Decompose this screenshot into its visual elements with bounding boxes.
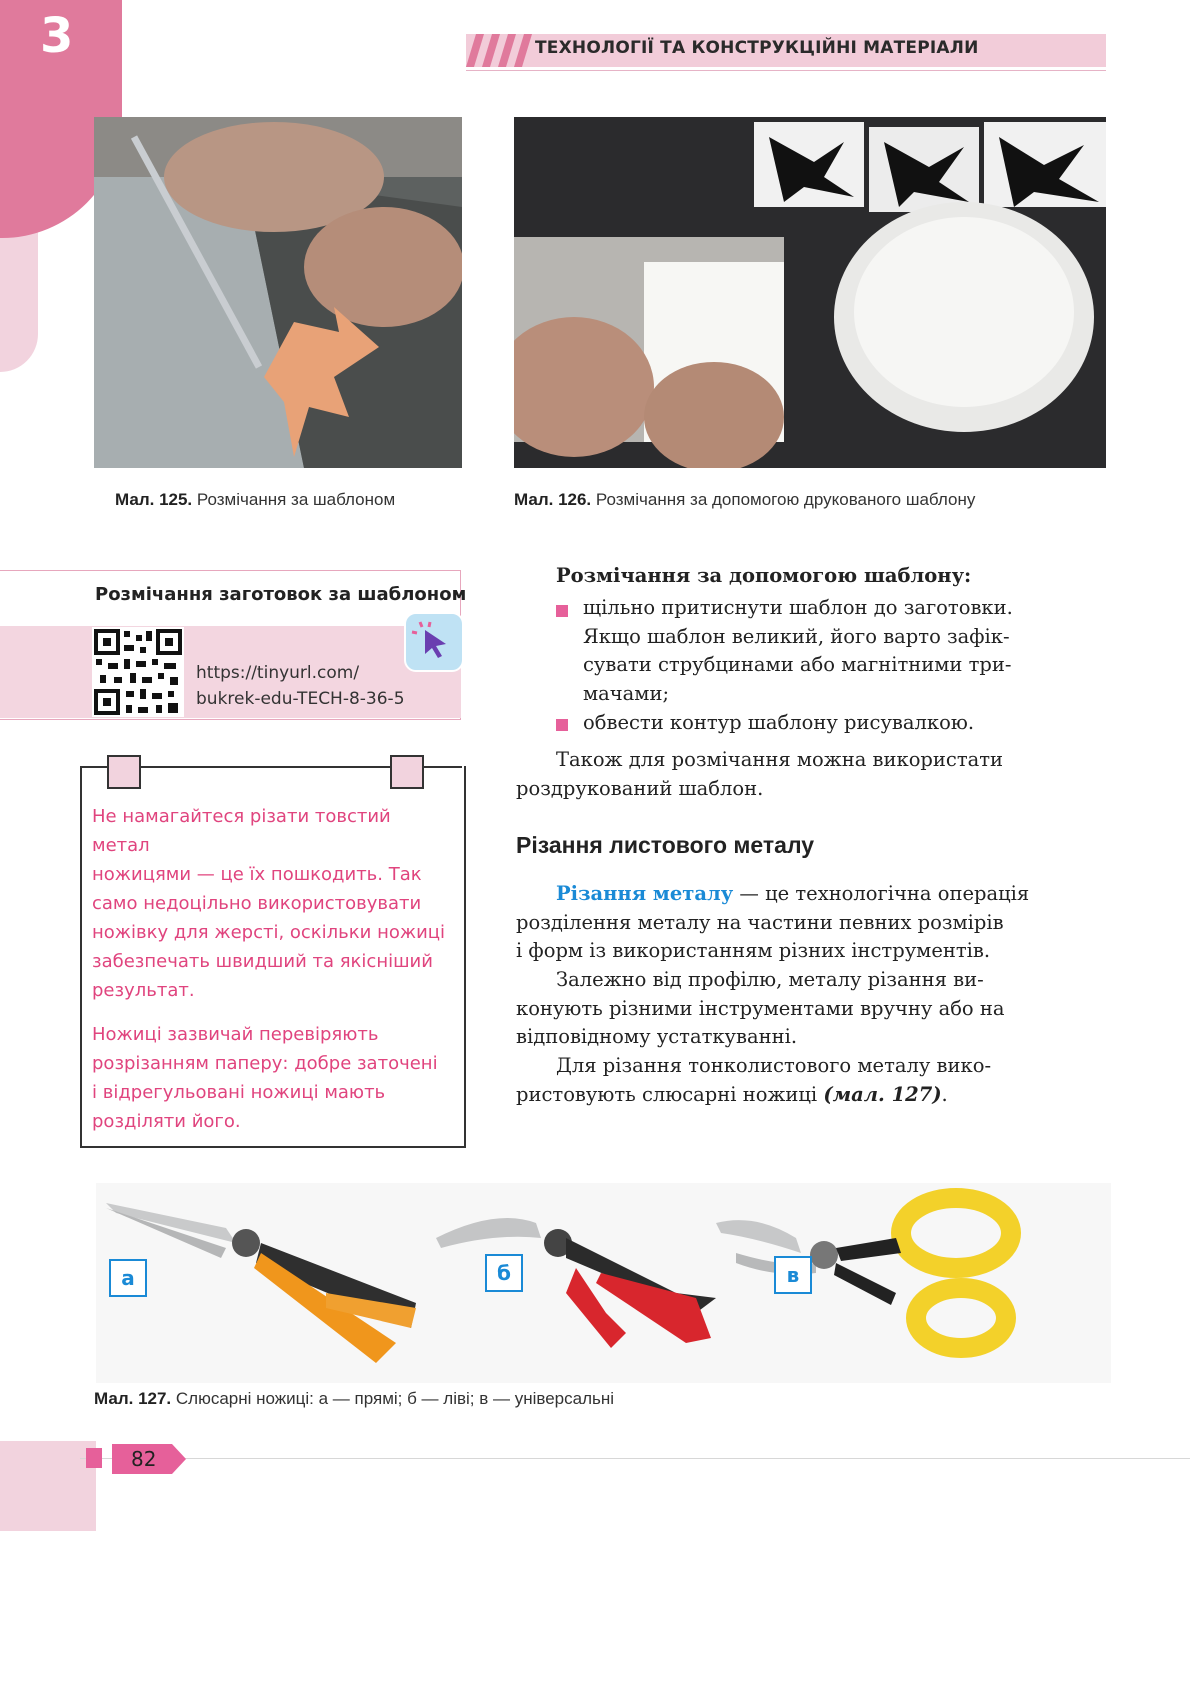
note-line: ножицями — це їх пошкодить. Так	[92, 864, 422, 885]
figure-127-letter-v: в	[774, 1256, 812, 1294]
bullet-item-1	[583, 594, 1103, 708]
paragraph-line: Також для розмічання можна використати	[556, 748, 1004, 771]
resource-link[interactable]	[196, 660, 405, 712]
note-line: розділяти його.	[92, 1111, 241, 1132]
list-heading: Розмічання за допомогою шаблону:	[556, 564, 972, 587]
paragraph-text: .	[941, 1082, 948, 1106]
note-line: результат.	[92, 980, 195, 1001]
paragraph-line: роздрукований шаблон.	[516, 776, 764, 800]
note-line: Не намагайтеся різати товстий метал	[92, 806, 391, 856]
figure-127-caption-text: Слюсарні ножиці: а — прямі; б — ліві; в — універсальні	[175, 1389, 615, 1408]
header-divider	[466, 70, 1106, 71]
definition-line: розділення металу на частини певних розмірів	[516, 910, 1004, 934]
figure-127-label: Мал. 127.	[94, 1389, 172, 1408]
paragraph-line: Залежно від профілю, металу різання ви-	[556, 968, 984, 991]
header-title: ТЕХНОЛОГІЇ ТА КОНСТРУКЦІЙНІ МАТЕРІАЛИ	[535, 38, 979, 58]
bullet-item-line: Якщо шаблон великий, його варто зафік-	[583, 624, 1010, 648]
paragraph-text: ристовують слюсарні ножиці	[516, 1082, 824, 1106]
note-line: забезпечать швидший та якісніший	[92, 951, 433, 972]
note-line: само недоцільно використовувати	[92, 893, 422, 914]
paragraph-line: відповідному устаткуванні.	[516, 1025, 798, 1048]
note-paragraph-1	[92, 802, 452, 1005]
footer-marker-icon	[86, 1448, 102, 1468]
resource-link-line1: https://tinyurl.com/	[196, 663, 360, 683]
section-title: Різання листового металу	[516, 832, 815, 858]
bullet-marker-icon	[556, 605, 568, 617]
page-number: 82	[131, 1447, 157, 1471]
note-line: і відрегульовані ножиці мають	[92, 1082, 386, 1103]
paragraph-line	[516, 1081, 1106, 1110]
bullet-item-line: щільно притиснути шаблон до заготовки.	[583, 596, 1013, 619]
definition-line-rest: — це технологічна операція	[733, 882, 1030, 905]
footer-divider	[80, 1458, 1190, 1459]
footer-corner-band	[0, 1441, 96, 1531]
bullet-marker-icon	[556, 719, 568, 731]
figure-126-label: Мал. 126.	[514, 490, 592, 509]
figure-125-photo	[94, 117, 462, 468]
paragraph-line: конують різними інструментами вручну або на	[516, 996, 1005, 1020]
definition-paragraph	[516, 880, 1106, 966]
header-stripes-decoration	[466, 34, 542, 67]
bullet-item-2: обвести контур шаблону рисувалкою.	[583, 711, 975, 734]
bullet-item-line: мачами;	[583, 681, 670, 705]
note-line: розрізанням паперу: добре заточені	[92, 1053, 438, 1074]
figure-127-letter-a: а	[109, 1259, 147, 1297]
note-paragraph-2	[92, 1020, 452, 1136]
figure-125-label: Мал. 125.	[115, 490, 193, 509]
bullet-item-line: сувати струбцинами або магнітними три-	[583, 653, 1012, 676]
figure-126-caption-text: Розмічання за допомогою друкованого шаблону	[595, 490, 976, 509]
resource-title: Розмічання заготовок за шаблоном	[95, 584, 467, 605]
resource-link-line2: bukrek-edu-TECH-8-36-5	[196, 689, 405, 709]
paragraph-profile	[516, 966, 1106, 1052]
definition-line-1	[516, 880, 1106, 909]
figure-125-caption	[115, 490, 395, 510]
term-highlight: Різання металу	[556, 882, 734, 905]
figure-125-caption-text: Розмічання за шаблоном	[196, 490, 396, 509]
figure-126-caption	[514, 490, 975, 510]
paragraph-line: Для різання тонколистового металу вико-	[556, 1054, 992, 1077]
paragraph-also	[516, 746, 1106, 803]
figure-127-photo	[96, 1183, 1111, 1383]
qr-code[interactable]	[92, 627, 184, 717]
figure-127-caption	[94, 1389, 614, 1409]
note-line: Ножиці зазвичай перевіряють	[92, 1024, 379, 1045]
note-pin-left-icon	[107, 755, 141, 789]
chapter-number: 3	[40, 8, 74, 64]
definition-line: і форм із використанням різних інструментів.	[516, 939, 991, 962]
note-line: ножівку для жерсті, оскільки ножиці	[92, 922, 446, 943]
figure-reference: (мал. 127)	[823, 1082, 942, 1106]
cursor-click-icon	[404, 612, 464, 672]
figure-126-photo	[514, 117, 1106, 468]
note-pin-right-icon	[390, 755, 424, 789]
figure-127-letter-b: б	[485, 1254, 523, 1292]
paragraph-thin-metal	[516, 1052, 1106, 1109]
